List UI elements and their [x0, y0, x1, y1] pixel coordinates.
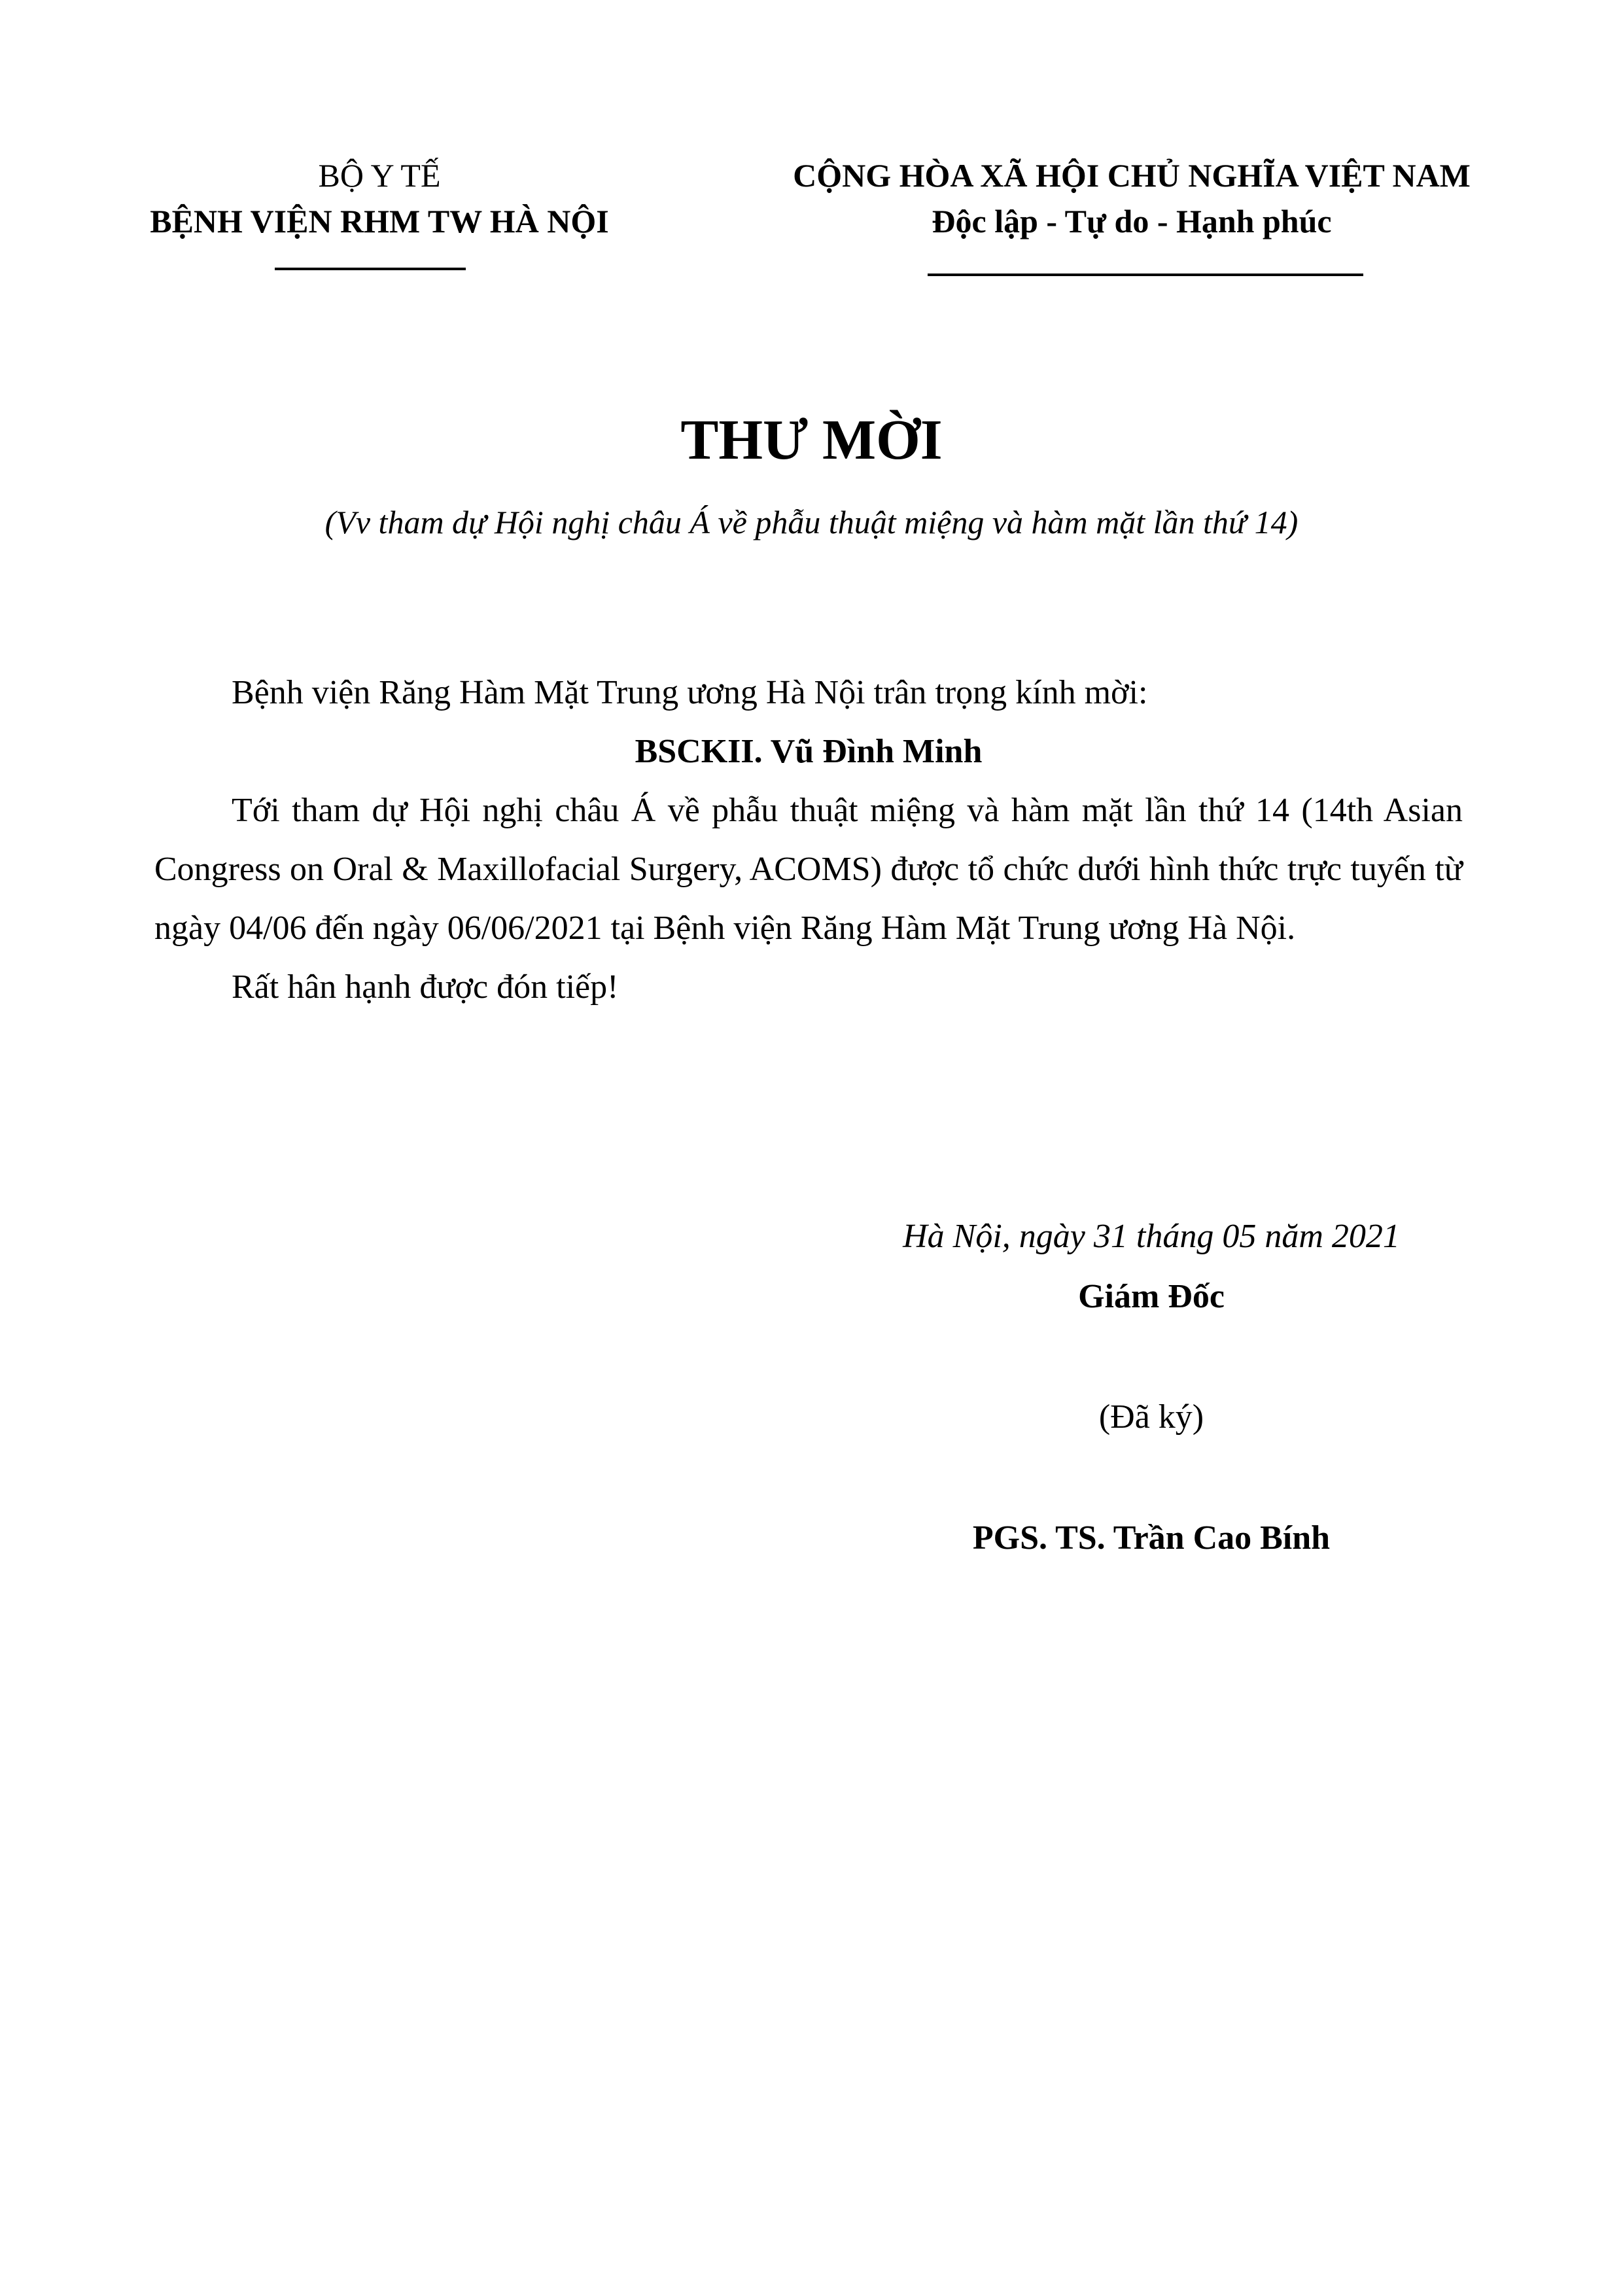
header-right [759, 152, 1505, 244]
document-subject: (Vv tham dự Hội nghị châu Á về phẫu thuật miệng và hàm mặt lần thứ 14) [324, 504, 1299, 540]
signer-name: PGS. TS. Trần Cao Bính [972, 1519, 1331, 1557]
intro-paragraph: Bệnh viện Răng Hàm Mặt Trung ương Hà Nội trân trọng kính mời: [232, 674, 1148, 711]
country-name: CỘNG HÒA XÃ HỘI CHỦ NGHĨA VIỆT NAM [793, 157, 1471, 194]
details-paragraph: Tới tham dự Hội nghị châu Á về phẫu thuật miệng và hàm mặt lần thứ 14 (14th Asian Congress on Oral & Maxillofacial Surgery, ACOMS) được tổ chức dưới hình thức trực tuyến từ ngày 04/06 đến ngày 06/06/2021 tại Bệnh viện Răng Hàm Mặt Trung ương Hà Nội. [154, 792, 1463, 947]
hospital-name: BỆNH VIỆN RHM TW HÀ NỘI [150, 203, 609, 239]
national-motto: Độc lập - Tự do - Hạnh phúc [932, 203, 1332, 239]
closing-paragraph: Rất hân hạnh được đón tiếp! [232, 968, 619, 1006]
place-date: Hà Nội, ngày 31 tháng 05 năm 2021 [903, 1218, 1400, 1255]
ministry-name: BỘ Y TẾ [318, 157, 441, 194]
page-title: THƯ MỜI [680, 408, 943, 471]
signer-position: Giám Đốc [1078, 1278, 1225, 1315]
header-left-underline [275, 268, 466, 270]
invitee-name: BSCKII. Vũ Đình Minh [635, 733, 983, 770]
header-left [105, 152, 654, 244]
header-right-underline [928, 274, 1363, 276]
letter-body [154, 663, 1463, 1017]
signed-note: (Đã ký) [1098, 1398, 1204, 1436]
